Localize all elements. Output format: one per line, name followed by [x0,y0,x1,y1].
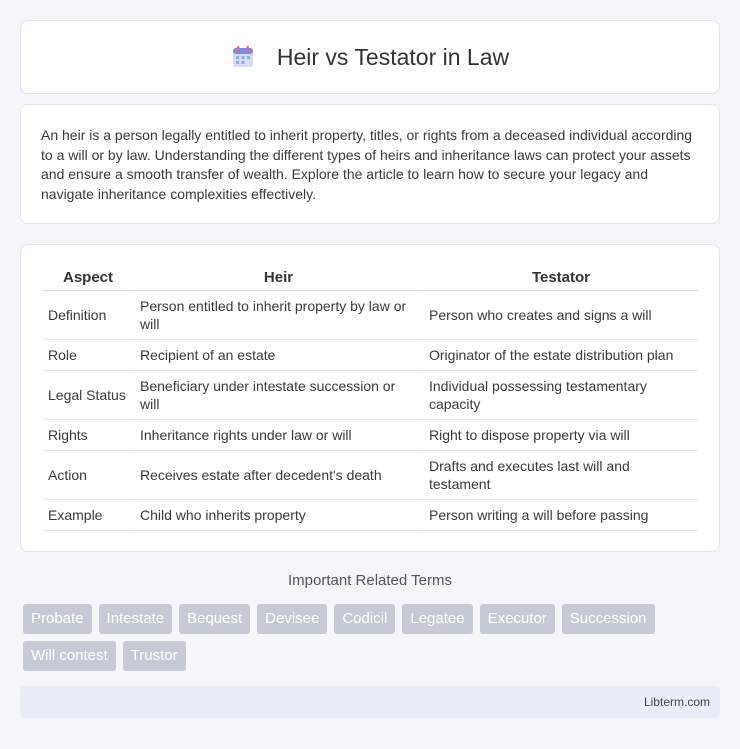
table-row [43,451,698,500]
table-cell: Drafts and executes last will and testament [422,451,698,500]
tag-succession[interactable]: Succession [562,604,655,634]
table-header: Aspect [43,265,133,291]
table-row [43,371,698,420]
comparison-card [20,244,720,552]
table-cell: Rights [43,420,133,451]
table-cell: Example [43,500,133,531]
table-cell: Individual possessing testamentary capacity [422,371,698,420]
table-cell: Right to dispose property via will [422,420,698,451]
table-cell: Person entitled to inherit property by law or will [133,291,422,340]
footer-link[interactable]: Libterm.com [643,695,710,709]
table-cell: Person writing a will before passing [422,500,698,531]
tag-codicil[interactable]: Codicil [334,604,395,634]
table-cell: Role [43,340,133,371]
calendar-icon [231,45,255,69]
table-cell: Legal Status [43,371,133,420]
table-header: Heir [133,265,422,291]
intro-text: An heir is a person legally entitled to inherit property, titles, or rights from a deceased individual according to a will or by law. Understanding the different types of heirs and inheritance laws can protect your assets and ensure a smooth transfer of wealth. Explore the article to learn how to secure your legacy and navigate inheritance complexities effectively. [41,127,693,202]
table-row [43,420,698,451]
table-cell: Beneficiary under intestate succession or will [133,371,422,420]
tag-trustor[interactable]: Trustor [123,641,186,671]
tag-intestate[interactable]: Intestate [99,604,173,634]
table-cell: Person who creates and signs a will [422,291,698,340]
table-row [43,340,698,371]
tag-will-contest[interactable]: Will contest [23,641,116,671]
tag-legatee[interactable]: Legatee [402,604,472,634]
page-title: Heir vs Testator in Law [276,43,510,70]
table-header: Testator [422,265,698,291]
tag-bequest[interactable]: Bequest [179,604,250,634]
tag-probate[interactable]: Probate [23,604,92,634]
comparison-table [43,265,698,531]
table-cell: Recipient of an estate [133,340,422,371]
intro-card [20,104,720,224]
table-cell: Receives estate after decedent's death [133,451,422,500]
table-row [43,500,698,531]
table-cell: Definition [43,291,133,340]
related-terms-title: Important Related Terms [288,572,452,589]
related-terms-list [23,604,723,671]
table-cell: Inheritance rights under law or will [133,420,422,451]
footer [20,686,720,718]
tag-devisee[interactable]: Devisee [257,604,327,634]
table-cell: Child who inherits property [133,500,422,531]
header-card [20,20,720,94]
table-cell: Originator of the estate distribution plan [422,340,698,371]
table-row [43,291,698,340]
tag-executor[interactable]: Executor [480,604,555,634]
table-cell: Action [43,451,133,500]
